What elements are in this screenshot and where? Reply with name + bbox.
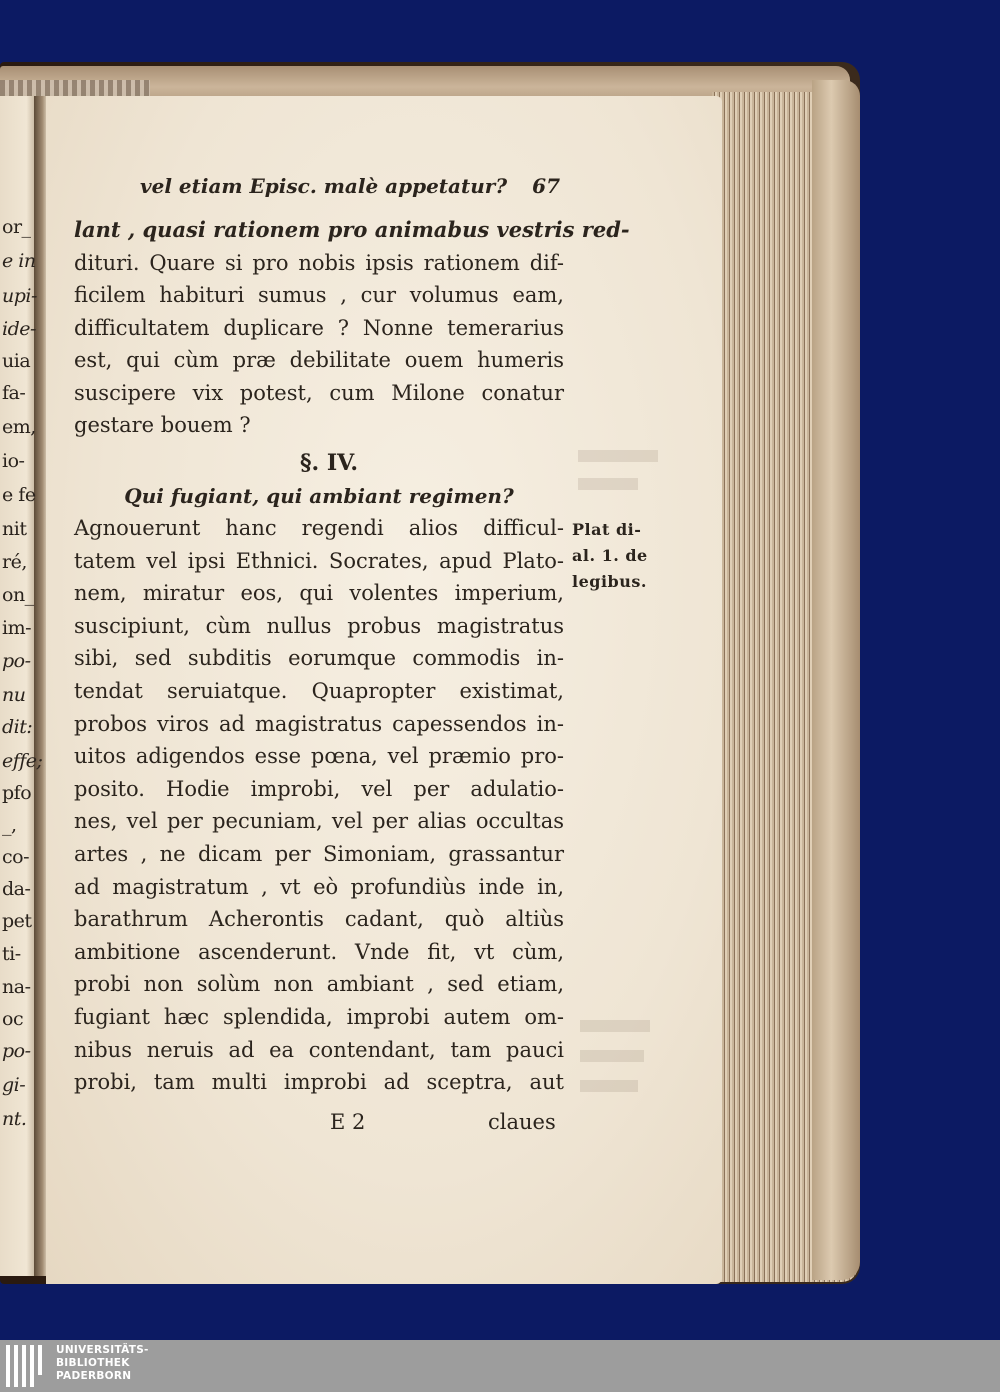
text-line: fugiant hæc splendida, improbi autem om- xyxy=(74,1005,564,1029)
library-name-line: PADERBORN xyxy=(56,1370,132,1382)
text-line: est, qui cùm præ debilitate ouem humeris xyxy=(74,348,564,372)
text-line: uitos adigendos esse pœna, vel præmio pro- xyxy=(74,744,564,769)
left-page-line-fragment: on_ xyxy=(2,584,34,606)
left-page-line-fragment: em, xyxy=(2,416,36,438)
text-line: artes , ne dicam per Simoniam, grassantur xyxy=(74,842,564,866)
left-page-line-fragment: upi- xyxy=(2,285,37,307)
left-page-line-fragment: nu xyxy=(2,684,26,706)
text-line: nes, vel per pecuniam, vel per alias occultas xyxy=(74,809,564,834)
left-page-line-fragment: co- xyxy=(2,846,29,868)
left-page-line-fragment: ide- xyxy=(2,318,36,340)
left-page-line-fragment: da- xyxy=(2,878,31,900)
marginal-note-line: legibus. xyxy=(572,572,647,591)
left-page-line-fragment: effe; xyxy=(2,750,43,772)
left-page-line-fragment: po- xyxy=(2,1040,31,1062)
text-line: suscipere vix potest, cum Milone conatur xyxy=(74,380,564,405)
text-line: dituri. Quare si pro nobis ipsis rationem dif- xyxy=(74,250,564,275)
text-line: probi, tam multi improbi ad sceptra, aut xyxy=(74,1070,564,1095)
left-page-line-fragment: im- xyxy=(2,617,32,639)
text-line: probi non solùm non ambiant , sed etiam, xyxy=(74,972,564,997)
book-cover-right xyxy=(812,80,860,1280)
text-line: tatem vel ipsi Ethnici. Socrates, apud Plato- xyxy=(74,548,564,573)
left-page-line-fragment: _, xyxy=(2,814,17,836)
text-line: probos viros ad magistratus capessendos in- xyxy=(74,711,564,736)
section-title: Qui fugiant, qui ambiant regimen? xyxy=(124,484,514,508)
left-page-line-fragment: ré, xyxy=(2,551,27,573)
left-page-line-fragment: e fe xyxy=(2,484,36,506)
left-page-line-fragment: oc xyxy=(2,1008,24,1030)
left-page-line-fragment: pfo xyxy=(2,782,32,804)
left-page-line-fragment: ti- xyxy=(2,943,21,965)
text-line: nem, miratur eos, qui volentes imperium, xyxy=(74,581,564,606)
left-page-line-fragment: nit xyxy=(2,518,27,540)
text-line: ambitione ascenderunt. Vnde fit, vt cùm, xyxy=(74,939,564,964)
text-line: Agnouerunt hanc regendi alios difficul- xyxy=(74,516,564,540)
text-line: difficultatem duplicare ? Nonne temerarius xyxy=(74,315,564,340)
text-line: barathrum Acherontis cadant, quò altiùs xyxy=(74,907,564,932)
library-bars-logo-icon xyxy=(6,1345,46,1387)
text-line: tendat seruiatque. Quapropter existimat, xyxy=(74,679,564,703)
text-line: suscipiunt, cùm nullus probus magistratus xyxy=(74,613,564,638)
library-name-line: UNIVERSITÄTS- xyxy=(56,1344,149,1356)
left-page-line-fragment: or_ xyxy=(2,216,31,238)
library-name-line: BIBLIOTHEK xyxy=(56,1357,130,1369)
library-footer xyxy=(0,1340,1000,1392)
left-page-line-fragment: po- xyxy=(2,650,31,672)
left-page-line-fragment: io- xyxy=(2,450,25,472)
left-page-line-fragment: fa- xyxy=(2,382,26,404)
text-line: sibi, sed subditis eorumque commodis in- xyxy=(74,646,564,671)
left-page-line-fragment: pet xyxy=(2,910,32,932)
text-line: ficilem habituri sumus , cur volumus eam, xyxy=(74,283,564,307)
catchword: claues xyxy=(488,1110,556,1134)
running-head-title: vel etiam Episc. malè appetatur? xyxy=(140,174,508,198)
left-page-line-fragment: dit: xyxy=(2,716,33,738)
marginal-note-line: al. 1. de xyxy=(572,546,648,565)
running-head xyxy=(140,174,560,204)
marginal-note-line: Plat di- xyxy=(572,520,642,539)
page-number: 67 xyxy=(532,174,560,198)
left-page-line-fragment: gi- xyxy=(2,1074,26,1096)
text-line: gestare bouem ? xyxy=(74,413,251,437)
section-number: §. IV. xyxy=(300,450,358,476)
left-page-line-fragment: nt. xyxy=(2,1108,27,1130)
signature-mark: E 2 xyxy=(330,1110,366,1134)
library-name xyxy=(56,1344,149,1383)
left-page-line-fragment: e in xyxy=(2,250,36,272)
text-line: ad magistratum , vt eò profundiùs inde in, xyxy=(74,874,564,899)
text-line: posito. Hodie improbi, vel per adulatio- xyxy=(74,776,564,801)
text-line: nibus neruis ad ea contendant, tam pauci xyxy=(74,1037,564,1062)
text-line: lant , quasi rationem pro animabus vestris red- xyxy=(74,217,630,242)
left-page-line-fragment: na- xyxy=(2,976,31,998)
left-page-line-fragment: uia xyxy=(2,350,31,372)
